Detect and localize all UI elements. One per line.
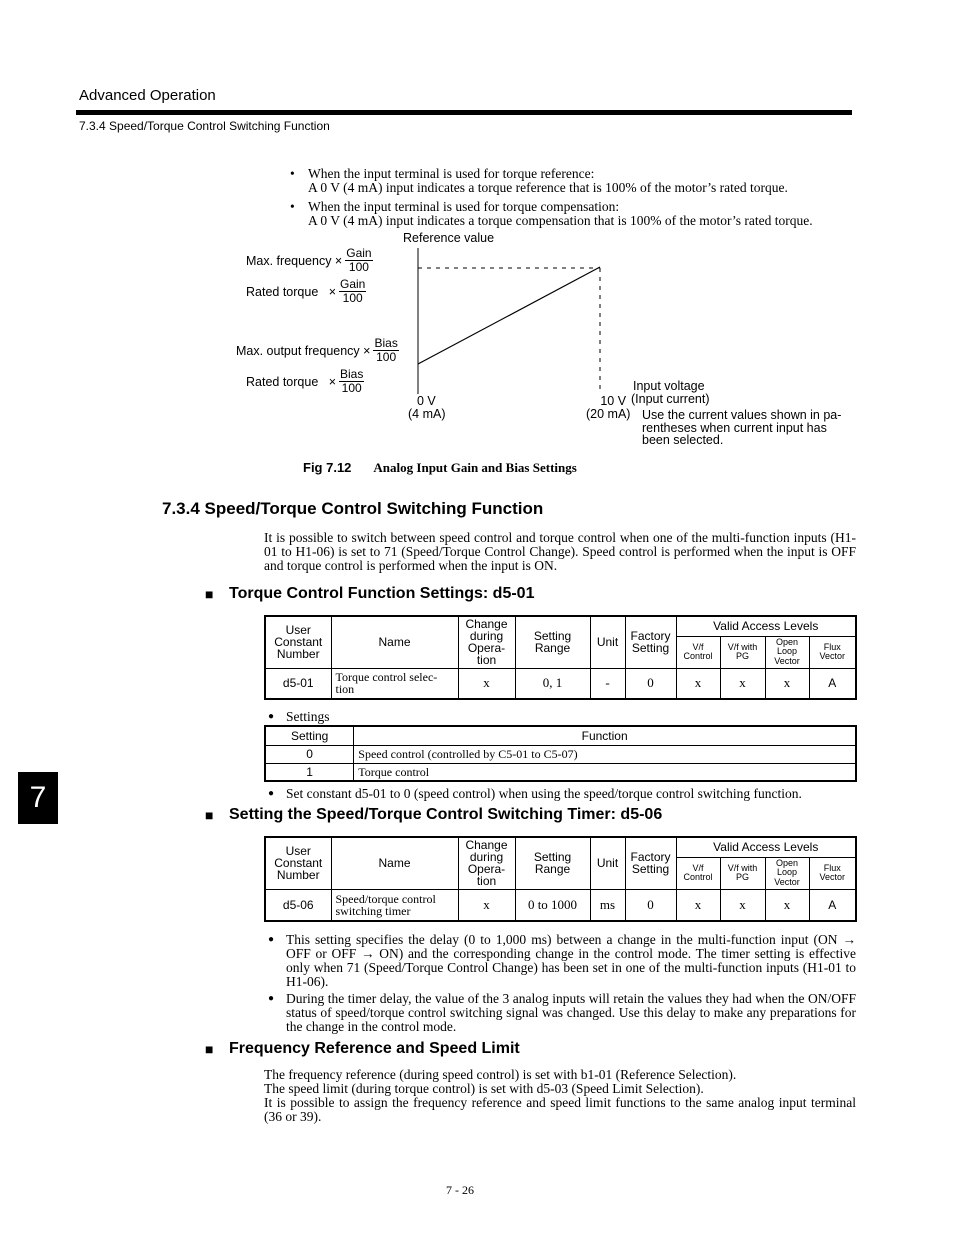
intro-bullet-2-line2: A 0 V (4 mA) input indicates a torque compensation that is 100% of the motor’s rated torque. — [308, 213, 813, 228]
cell-name-l2: tion — [335, 682, 355, 697]
bias-label-torque-prefix: Rated torque × — [246, 374, 336, 389]
figure-caption-text: Analog Input Gain and Bias Settings — [373, 460, 577, 475]
header-factory-l1: Factory — [630, 629, 671, 644]
sub1-note: ● Set constant d5-01 to 0 (speed control) when using the speed/torque control switching function. — [268, 786, 802, 801]
cell-flux: A — [809, 889, 856, 921]
bias-fraction-den: 100 — [376, 350, 397, 364]
header-user-constant-l2: Constant — [274, 856, 323, 871]
table-row — [265, 668, 856, 699]
header-flux-l1: Flux — [823, 862, 841, 873]
cell-vf-pg: x — [720, 889, 765, 921]
header-vf — [676, 857, 720, 889]
sub2-heading: Setting the Speed/Torque Control Switching Timer: d5-06 — [229, 806, 663, 823]
header-vf-pg-l2: PG — [735, 651, 749, 661]
cell-name-l1: Torque control selec- — [335, 670, 438, 685]
settings-cell-setting: 1 — [265, 763, 354, 781]
chapter-tab: 7 — [18, 772, 58, 824]
header-user-constant-l2: Constant — [274, 635, 323, 650]
header-setting-range-l2: Range — [534, 862, 571, 877]
bias-fraction — [373, 337, 398, 364]
header-change-l2: during — [469, 850, 504, 865]
header-vf-l2: Control — [683, 872, 713, 882]
header-open-loop-l1: Open — [775, 857, 799, 868]
header-user-constant-l1: User — [285, 844, 311, 859]
cell-change: x — [458, 889, 515, 921]
constant-table-d5-01 — [264, 615, 857, 700]
header-open-loop — [765, 636, 809, 668]
intro-bullet-1-line2: A 0 V (4 mA) input indicates a torque reference that is 100% of the motor’s rated torque. — [308, 180, 788, 195]
cell-olv: x — [765, 889, 809, 921]
cell-vf: x — [676, 668, 720, 699]
header-unit: Unit — [590, 616, 625, 668]
header-name: Name — [331, 837, 458, 889]
header-user-constant-l1: User — [285, 623, 311, 638]
header-change-l4: tion — [476, 653, 497, 668]
sub3-body — [264, 1068, 856, 1124]
intro-bullet-2: • When the input terminal is used for torque compensation: A 0 V (4 mA) input indicates a torque compensation that is 100% of the motor’s rated torque. — [308, 200, 868, 228]
header-user-constant-l3: Number — [276, 868, 320, 883]
gain-label-frequency-prefix: Max. frequency × — [246, 253, 343, 268]
sub3-line-3: It is possible to assign the frequency reference and speed limit functions to the same analog input terminal (36 or 39). — [264, 1095, 856, 1124]
header-vf-pg-l2: PG — [735, 872, 749, 882]
x-start-label — [408, 395, 446, 421]
settings-cell-setting: 0 — [265, 745, 354, 763]
header-user-constant-l3: Number — [276, 647, 320, 662]
cell-vf-pg: x — [720, 668, 765, 699]
bias-label-frequency-prefix: Max. output frequency × — [236, 343, 371, 358]
x-axis-title — [631, 380, 710, 406]
gain-fraction-torque — [339, 278, 366, 305]
header-vf-pg — [720, 636, 765, 668]
header-name: Name — [331, 616, 458, 668]
settings-cell-function: Speed control (controlled by C5-01 to C5-07) — [354, 745, 856, 763]
header-flux-l2: Vector — [819, 872, 845, 882]
x-start-line2: (4 mA) — [408, 407, 446, 421]
cell-factory: 0 — [625, 668, 676, 699]
gain-label-frequency — [246, 247, 373, 274]
current-note — [642, 409, 841, 447]
square-bullet-icon: ■ — [205, 586, 214, 602]
square-bullet-icon: ■ — [205, 807, 214, 823]
cell-olv: x — [765, 668, 809, 699]
cell-factory: 0 — [625, 889, 676, 921]
intro-bullet-2-line1: When the input terminal is used for torque compensation: — [308, 199, 620, 214]
gain-bias-graph — [400, 240, 650, 400]
header-setting-range — [515, 616, 590, 668]
current-note-line1: Use the current values shown in pa- — [642, 408, 842, 422]
settings-cell-function: Torque control — [354, 763, 856, 781]
gain-fraction-num: Gain — [346, 246, 372, 260]
x-axis-title-line1: Input voltage — [633, 379, 705, 393]
figure-caption — [303, 460, 577, 476]
current-note-line3: been selected. — [642, 433, 724, 447]
sub2-bullet-1: ● This setting specifies the delay (0 to 1,000 ms) between a change in the multi-function input (ON → OFF or OFF → ON) and the corresponding change in the control mode. The timer setting is effective only when 71 (Speed/Torque Control Change) has been set in one of the multi-function inputs (H1-01 to H1-06). — [268, 932, 856, 989]
header-vf-l1: V/f — [692, 641, 704, 652]
header-factory-l2: Setting — [631, 641, 670, 656]
table-row — [265, 889, 856, 921]
cell-name — [331, 889, 458, 921]
header-setting-range — [515, 837, 590, 889]
sub3-heading: Frequency Reference and Speed Limit — [229, 1040, 520, 1057]
x-end-line2: (20 mA) — [586, 407, 631, 421]
header-vf — [676, 636, 720, 668]
current-note-line2: rentheses when current input has — [642, 420, 827, 435]
sub3-line-1: The frequency reference (during speed control) is set with b1-01 (Reference Selection). — [264, 1067, 737, 1082]
table-row — [265, 763, 856, 781]
header-flux-l2: Vector — [819, 651, 845, 661]
gain-fraction-torque-num: Gain — [340, 277, 366, 291]
header-change — [458, 616, 515, 668]
gain-fraction — [345, 247, 372, 274]
header-unit: Unit — [590, 837, 625, 889]
header-open-loop-l3: Vector — [774, 876, 800, 887]
header-factory-l1: Factory — [630, 850, 671, 865]
header-user-constant — [265, 837, 331, 889]
subsection-label: 7.3.4 Speed/Torque Control Switching Function — [79, 119, 330, 133]
page-number: 7 - 26 — [446, 1183, 474, 1197]
header-rule — [76, 110, 852, 115]
header-vf-pg — [720, 857, 765, 889]
header-change-l3: Opera- — [467, 641, 506, 656]
header-factory — [625, 616, 676, 668]
cell-unit: - — [590, 668, 625, 699]
square-bullet-icon: ■ — [205, 1041, 214, 1057]
bias-fraction-torque — [339, 368, 364, 395]
cell-number: d5-06 — [265, 889, 331, 921]
sub1-note-text: Set constant d5-01 to 0 (speed control) when using the speed/torque control switching function. — [286, 786, 802, 801]
intro-bullet-1-line1: When the input terminal is used for torque reference: — [308, 166, 595, 181]
header-factory — [625, 837, 676, 889]
settings-table — [264, 725, 857, 782]
sub3-line-2: The speed limit (during torque control) is set with d5-03 (Speed Limit Selection). — [264, 1081, 704, 1096]
header-valid-access: Valid Access Levels — [676, 616, 856, 636]
header-factory-l2: Setting — [631, 862, 670, 877]
intro-bullet-1: • When the input terminal is used for torque reference: A 0 V (4 mA) input indicates a torque reference that is 100% of the motor’s rated torque. — [308, 167, 868, 195]
header-open-loop-l1: Open — [775, 636, 799, 647]
header-change-l1: Change — [465, 617, 508, 632]
header-setting-range-l1: Setting — [533, 629, 572, 644]
header-vf-l1: V/f — [692, 862, 704, 873]
header-flux — [809, 857, 856, 889]
constant-table-d5-06 — [264, 836, 857, 922]
sub2-bullet-2-text: During the timer delay, the value of the 3 analog inputs will retain the values they had when the ON/OFF status of speed/torque control switching signal was changed. Use this delay to make any preparations for the change in the control mode. — [286, 991, 856, 1034]
figure-y-axis-title: Reference value — [403, 231, 495, 245]
header-open-loop — [765, 857, 809, 889]
gain-fraction-den: 100 — [348, 260, 369, 274]
header-open-loop-l2: Loop — [776, 867, 798, 878]
section-paragraph: It is possible to switch between speed control and torque control when one of the multi-function inputs (H1-01 to H1-06) is set to 71 (Speed/Torque Control Change). Speed control is performed when the input is OFF and torque control is performed when the input is ON. — [264, 530, 856, 573]
settings-label: ● Settings — [268, 709, 330, 724]
bias-label-frequency — [236, 337, 399, 364]
header-vf-pg-l1: V/f with — [727, 862, 758, 873]
x-end-label — [586, 395, 630, 421]
header-setting-range-l2: Range — [534, 641, 571, 656]
cell-name — [331, 668, 458, 699]
sub2-bullet-1-text: This setting specifies the delay (0 to 1,000 ms) between a change in the multi-function input (ON → OFF or OFF → ON) and the corresponding change in the control mode. The timer setting is effective only when 71 (Speed/Torque Control Change) has been set in one of the multi-function inputs (H1-01 to H1-06). — [286, 932, 856, 989]
header-change-l3: Opera- — [467, 862, 506, 877]
cell-range: 0 to 1000 — [515, 889, 590, 921]
table-row — [265, 745, 856, 763]
gain-fraction-torque-den: 100 — [342, 291, 363, 305]
cell-unit: ms — [590, 889, 625, 921]
cell-change: x — [458, 668, 515, 699]
settings-header-setting: Setting — [265, 726, 354, 745]
header-vf-pg-l1: V/f with — [727, 641, 758, 652]
bias-label-torque — [246, 368, 364, 395]
sub1-heading: Torque Control Function Settings: d5-01 — [229, 585, 535, 602]
cell-vf: x — [676, 889, 720, 921]
cell-number: d5-01 — [265, 668, 331, 699]
section-title: Advanced Operation — [79, 87, 216, 104]
header-user-constant — [265, 616, 331, 668]
bias-fraction-torque-num: Bias — [340, 367, 364, 381]
header-valid-access: Valid Access Levels — [676, 837, 856, 857]
bias-fraction-torque-den: 100 — [341, 381, 362, 395]
header-flux-l1: Flux — [823, 641, 841, 652]
x-end-line1: 10 V — [600, 394, 627, 408]
header-change-l2: during — [469, 629, 504, 644]
cell-flux: A — [809, 668, 856, 699]
x-start-line1: 0 V — [417, 394, 436, 408]
header-open-loop-l2: Loop — [776, 646, 798, 657]
header-change-l4: tion — [476, 874, 497, 889]
section-heading: 7.3.4 Speed/Torque Control Switching Function — [162, 499, 544, 518]
settings-label-text: Settings — [286, 709, 330, 724]
gain-label-torque-prefix: Rated torque × — [246, 284, 336, 299]
cell-name-l2: switching timer — [335, 903, 411, 918]
header-setting-range-l1: Setting — [533, 850, 572, 865]
cell-name-l1: Speed/torque control — [335, 891, 436, 906]
x-axis-title-line2: (Input current) — [631, 392, 710, 406]
header-open-loop-l3: Vector — [774, 655, 800, 666]
graph-reference-line — [418, 267, 600, 364]
figure-caption-number: Fig 7.12 — [303, 460, 352, 475]
settings-header-function: Function — [354, 726, 856, 745]
gain-label-torque — [246, 278, 366, 305]
header-change — [458, 837, 515, 889]
header-vf-l2: Control — [683, 651, 713, 661]
cell-range: 0, 1 — [515, 668, 590, 699]
header-flux — [809, 636, 856, 668]
bias-fraction-num: Bias — [374, 336, 398, 350]
header-change-l1: Change — [465, 838, 508, 853]
sub2-bullet-2: ● During the timer delay, the value of the 3 analog inputs will retain the values they had when the ON/OFF status of speed/torque control switching signal was changed. Use this delay to make any preparations for the change in the control mode. — [268, 991, 856, 1034]
